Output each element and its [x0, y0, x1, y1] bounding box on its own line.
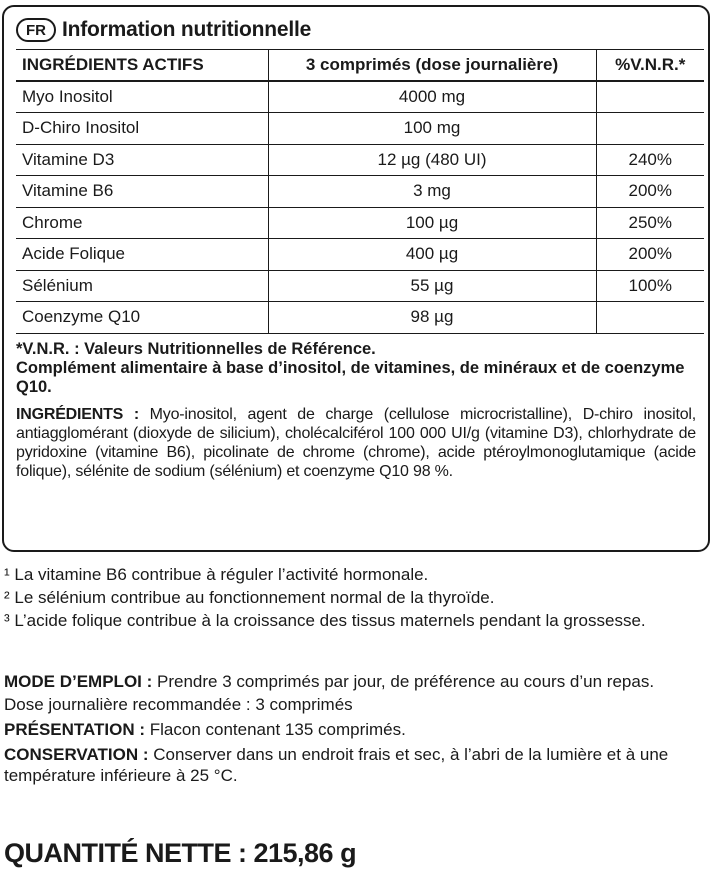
supplement-note: Complément alimentaire à base d’inositol, de vitamines, de minéraux et de coenzyme Q10. — [16, 358, 685, 396]
mode-label: MODE D’EMPLOI : — [4, 672, 153, 691]
ingredient-dose: 4000 mg — [268, 81, 596, 113]
ingredient-name: Sélénium — [16, 270, 268, 302]
ingredient-name: Myo Inositol — [16, 81, 268, 113]
ingredient-dose: 100 mg — [268, 113, 596, 145]
ingredient-vnr: 200% — [596, 176, 704, 208]
conservation-text: Conserver dans un endroit frais et sec, à l’abri de la lumière et à une température inférieure à 25 °C. — [4, 745, 669, 785]
ingredients-label: INGRÉDIENTS : — [16, 405, 139, 423]
header-vnr: %V.N.R.* — [596, 50, 704, 82]
nutrition-table — [16, 49, 704, 334]
ingredient-vnr: 200% — [596, 239, 704, 271]
table-notes — [16, 340, 696, 397]
ingredient-dose: 12 µg (480 UI) — [268, 144, 596, 176]
dose-recommandee: Dose journalière recommandée : 3 comprimés — [4, 695, 353, 714]
footnotes — [4, 563, 704, 632]
table-row — [16, 207, 704, 239]
presentation — [4, 719, 704, 740]
conservation-label: CONSERVATION : — [4, 745, 149, 764]
ingredient-name: Acide Folique — [16, 239, 268, 271]
panel-header — [16, 15, 696, 45]
header-ingredients: INGRÉDIENTS ACTIFS — [16, 50, 268, 82]
net-quantity: QUANTITÉ NETTE : 215,86 g — [4, 838, 357, 868]
footnote-3: ³ L’acide folique contribue à la croissance des tissus maternels pendant la grossesse. — [4, 611, 646, 630]
table-header-row — [16, 50, 704, 82]
ingredient-vnr — [596, 302, 704, 334]
ingredient-name: Vitamine B6 — [16, 176, 268, 208]
ingredient-dose: 400 µg — [268, 239, 596, 271]
language-badge: FR — [16, 18, 56, 42]
ingredient-name: Chrome — [16, 207, 268, 239]
ingredient-dose: 100 µg — [268, 207, 596, 239]
mode-text: Prendre 3 comprimés par jour, de préférence au cours d’un repas. — [152, 672, 655, 691]
ingredient-vnr: 250% — [596, 207, 704, 239]
footnote-1: ¹ La vitamine B6 contribue à réguler l’activité hormonale. — [4, 565, 429, 584]
mode-emploi — [4, 671, 704, 692]
table-row — [16, 270, 704, 302]
table-row — [16, 302, 704, 334]
ingredient-vnr — [596, 113, 704, 145]
presentation-label: PRÉSENTATION : — [4, 720, 146, 739]
vnr-note: *V.N.R. : Valeurs Nutritionnelles de Référence. — [16, 339, 376, 358]
table-row — [16, 176, 704, 208]
footnote-2: ² Le sélénium contribue au fonctionnement normal de la thyroïde. — [4, 588, 495, 607]
ingredient-name: D-Chiro Inositol — [16, 113, 268, 145]
usage-section — [4, 671, 704, 790]
ingredients-text: Myo-inositol, agent de charge (cellulose microcristalline), D-chiro inositol, antiagglomérant (dioxyde de silicium), cholécalciférol 100 000 UI/g (vitamine D3), chlorhydrate de pyridoxine (vitamine B6), picolinate de chrome (chrome), acide ptéroylmonoglutamique (acide folique), sélénite de sodium (sélénium) et coenzyme Q10 98 %. — [16, 405, 696, 480]
ingredient-dose: 98 µg — [268, 302, 596, 334]
conservation — [4, 744, 704, 786]
ingredient-vnr: 240% — [596, 144, 704, 176]
ingredient-vnr: 100% — [596, 270, 704, 302]
ingredients-list — [16, 405, 696, 481]
table-row — [16, 113, 704, 145]
ingredient-name: Vitamine D3 — [16, 144, 268, 176]
table-row — [16, 239, 704, 271]
ingredient-vnr — [596, 81, 704, 113]
panel-title: Information nutritionnelle — [62, 18, 312, 41]
table-row — [16, 81, 704, 113]
presentation-text: Flacon contenant 135 comprimés. — [145, 720, 406, 739]
ingredient-dose: 3 mg — [268, 176, 596, 208]
ingredient-name: Coenzyme Q10 — [16, 302, 268, 334]
ingredient-dose: 55 µg — [268, 270, 596, 302]
header-dose: 3 comprimés (dose journalière) — [268, 50, 596, 82]
table-row — [16, 144, 704, 176]
nutrition-panel — [2, 5, 710, 552]
